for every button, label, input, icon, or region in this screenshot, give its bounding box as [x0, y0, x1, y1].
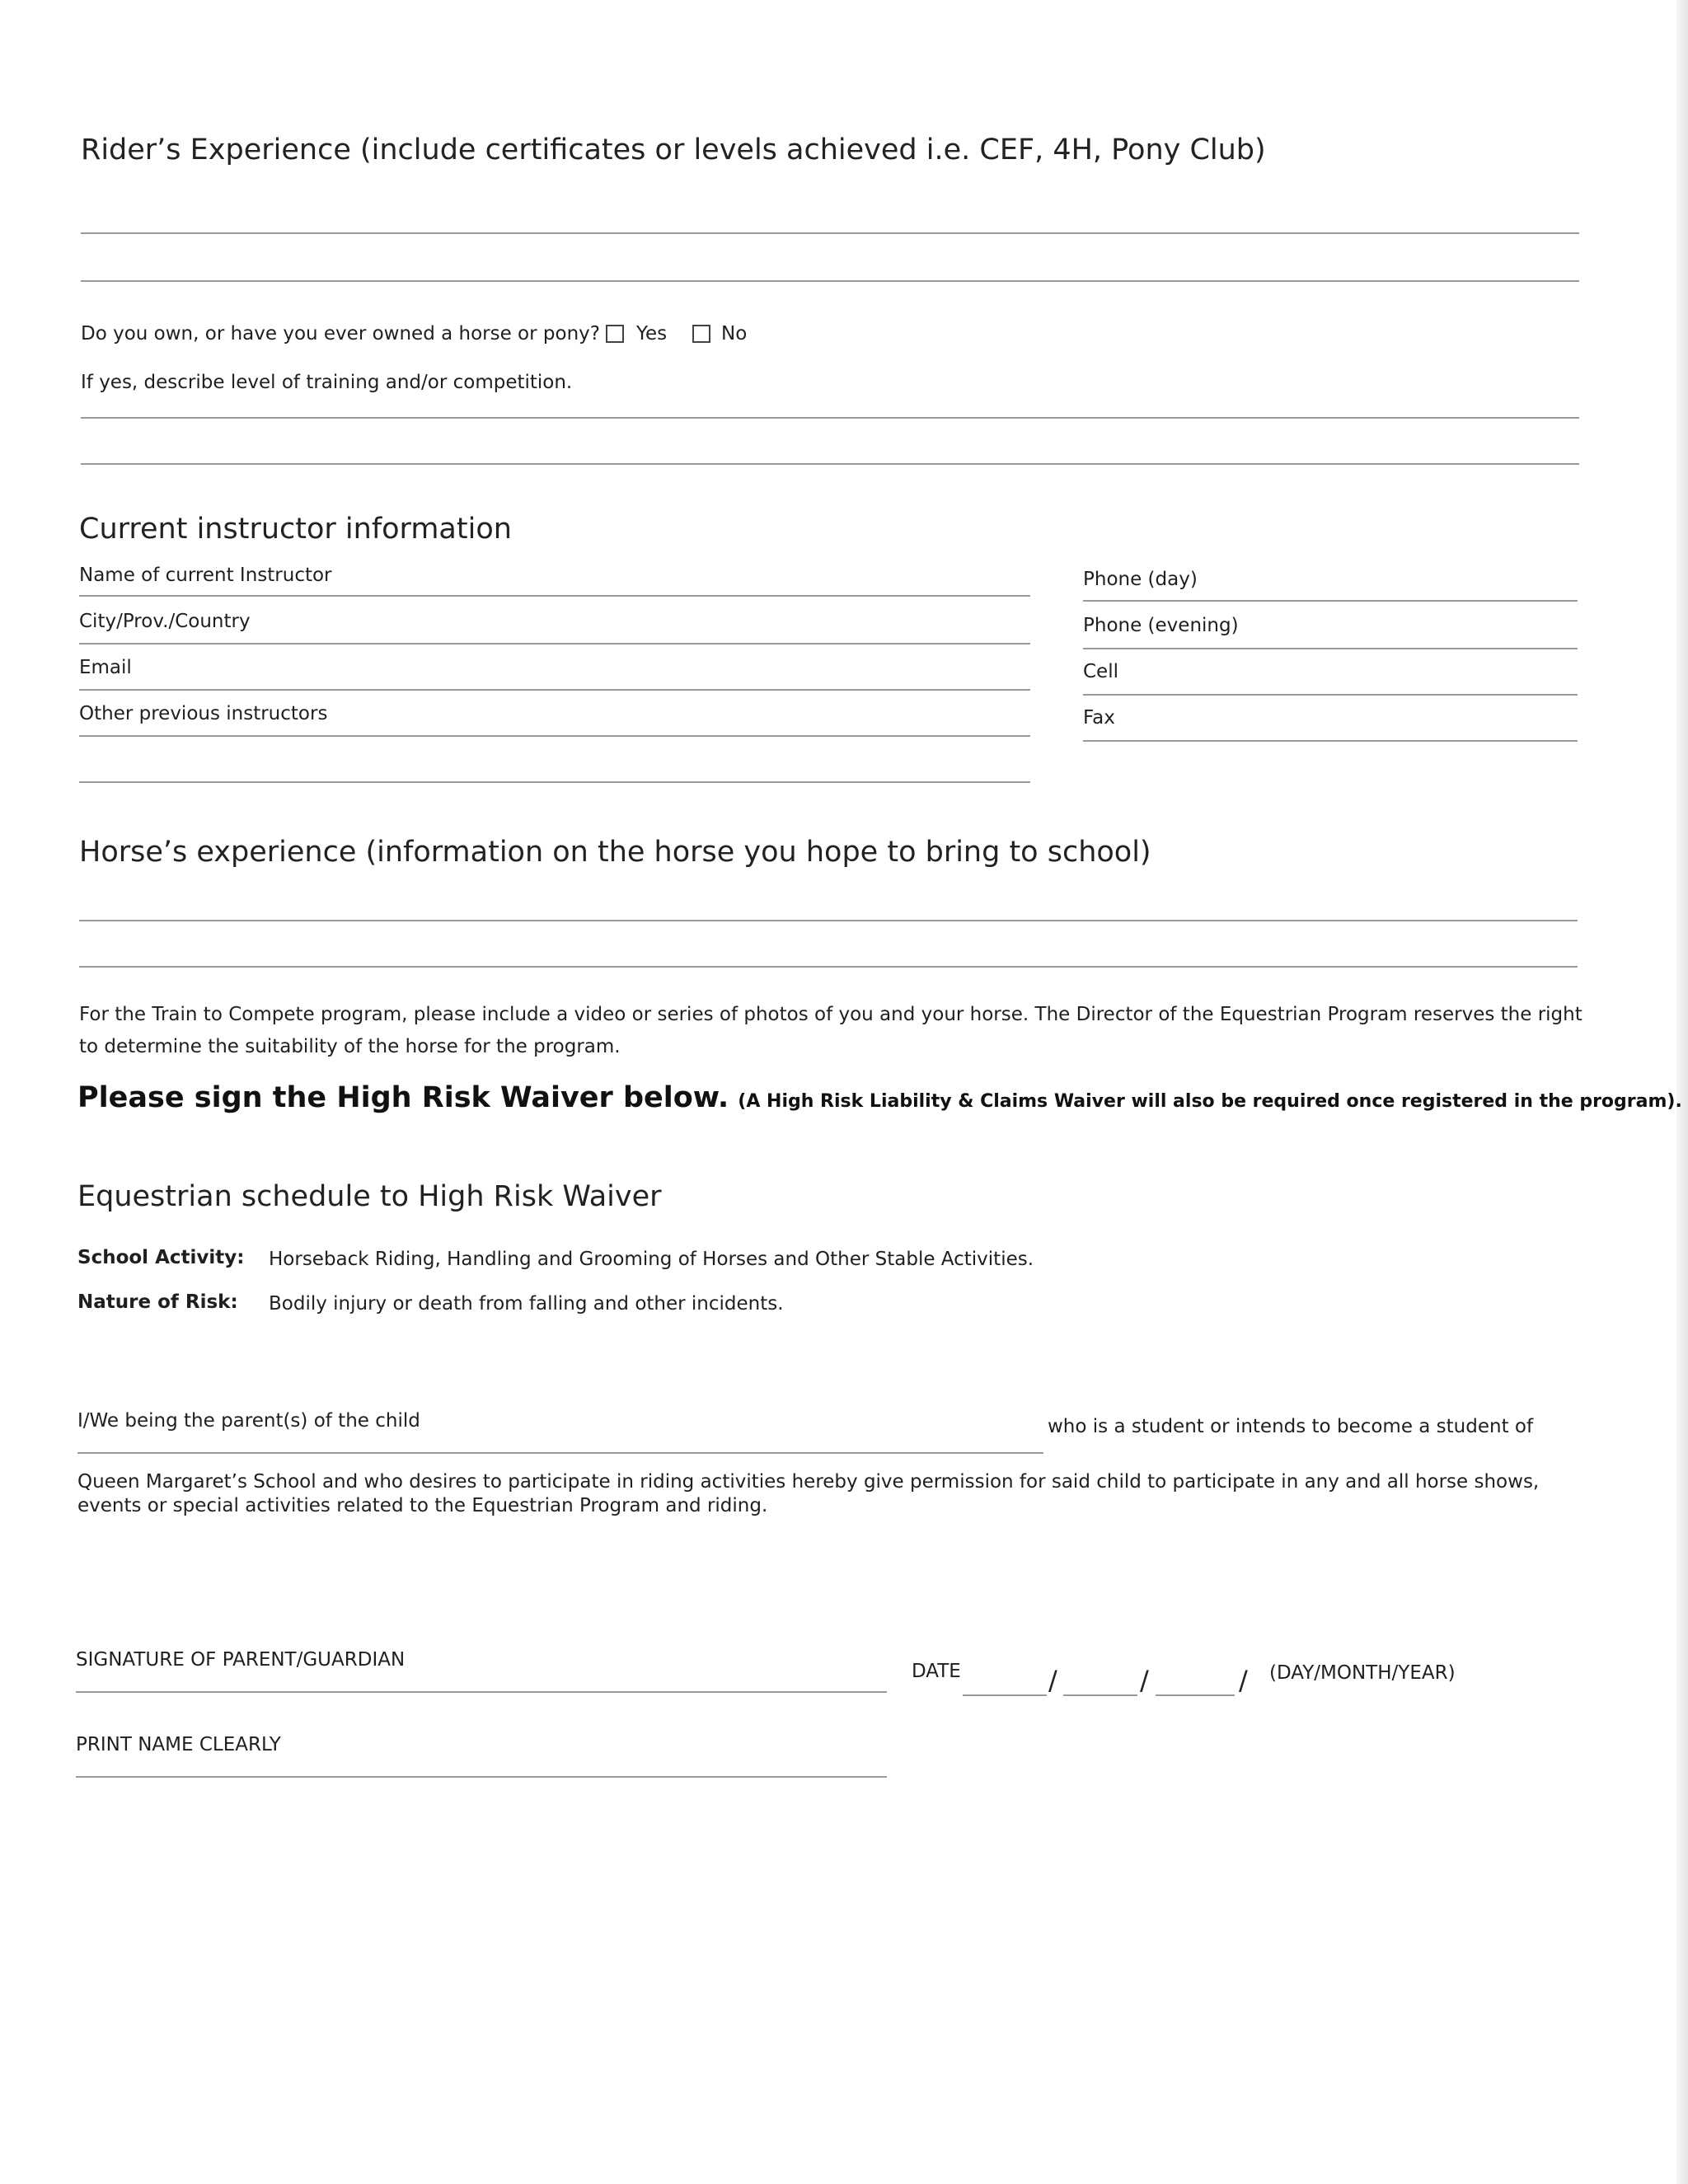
- nature-of-risk-value: Bodily injury or death from falling and other incidents.: [269, 1293, 784, 1315]
- horse-experience-line-2[interactable]: [79, 966, 1578, 968]
- phone-evening-field[interactable]: [1083, 648, 1578, 649]
- print-name-label: PRINT NAME CLEARLY: [76, 1734, 281, 1755]
- waiver-notice: [77, 1081, 1682, 1114]
- date-day-field[interactable]: [963, 1694, 1047, 1696]
- no-checkbox[interactable]: [692, 325, 710, 343]
- instructor-email-field[interactable]: [79, 689, 1030, 691]
- nature-of-risk-label: Nature of Risk:: [77, 1291, 238, 1313]
- date-separator-3: /: [1239, 1665, 1248, 1696]
- date-format-label: (DAY/MONTH/YEAR): [1269, 1662, 1456, 1684]
- waiver-note-text: (A High Risk Liability & Claims Waiver will also be required once registered in the program).: [738, 1091, 1682, 1112]
- schedule-heading: Equestrian schedule to High Risk Waiver: [77, 1180, 662, 1213]
- ownership-question: Do you own, or have you ever owned a horse or pony?: [81, 323, 600, 344]
- yes-checkbox[interactable]: [606, 325, 624, 343]
- date-month-field[interactable]: [1063, 1694, 1137, 1696]
- date-separator-1: /: [1048, 1665, 1057, 1696]
- signature-label: SIGNATURE OF PARENT/GUARDIAN: [76, 1649, 406, 1671]
- instructor-email-label: Email: [79, 657, 132, 678]
- instructor-heading: Current instructor information: [79, 513, 512, 546]
- instructor-city-label: City/Prov./Country: [79, 611, 251, 632]
- instructor-name-label: Name of current Instructor: [79, 565, 332, 586]
- ownership-line-2[interactable]: [81, 463, 1579, 465]
- parent-of-child-label: I/We being the parent(s) of the child: [77, 1410, 420, 1432]
- previous-instructors-field[interactable]: [79, 735, 1030, 737]
- child-name-field[interactable]: [77, 1452, 1043, 1454]
- previous-instructors-label: Other previous instructors: [79, 703, 328, 724]
- date-separator-2: /: [1140, 1665, 1149, 1696]
- consent-line-1: Queen Margaret’s School and who desires to participate in riding activities hereby give permission for said child to participate in any and all horse shows,: [77, 1471, 1540, 1493]
- horse-experience-heading: Horse’s experience (information on the horse you hope to bring to school): [79, 836, 1151, 869]
- yes-label: Yes: [636, 323, 668, 344]
- horse-experience-line-1[interactable]: [79, 920, 1578, 921]
- previous-instructors-line-2[interactable]: [79, 781, 1030, 783]
- school-activity-label: School Activity:: [77, 1247, 245, 1268]
- phone-day-label: Phone (day): [1083, 569, 1198, 590]
- waiver-main-text: Please sign the High Risk Waiver below.: [77, 1081, 729, 1114]
- school-activity-value: Horseback Riding, Handling and Grooming of Horses and Other Stable Activities.: [269, 1249, 1034, 1270]
- signature-field[interactable]: [76, 1691, 887, 1693]
- ownership-followup: If yes, describe level of training and/or competition.: [81, 372, 573, 393]
- instructor-name-field[interactable]: [79, 595, 1030, 597]
- fax-field[interactable]: [1083, 740, 1578, 742]
- student-of-label: who is a student or intends to become a student of: [1048, 1416, 1534, 1437]
- date-year-field[interactable]: [1156, 1694, 1235, 1696]
- rider-experience-line-1[interactable]: [81, 232, 1579, 234]
- date-label: DATE: [912, 1661, 961, 1682]
- train-to-compete-line-2: to determine the suitability of the horse for the program.: [79, 1036, 621, 1057]
- cell-field[interactable]: [1083, 694, 1578, 696]
- fax-label: Fax: [1083, 707, 1115, 729]
- cell-label: Cell: [1083, 661, 1118, 682]
- consent-line-2: events or special activities related to the Equestrian Program and riding.: [77, 1495, 768, 1516]
- phone-day-field[interactable]: [1083, 600, 1578, 602]
- rider-experience-line-2[interactable]: [81, 280, 1579, 282]
- print-name-field[interactable]: [76, 1776, 887, 1778]
- no-label: No: [721, 323, 748, 344]
- phone-evening-label: Phone (evening): [1083, 615, 1239, 636]
- train-to-compete-line-1: For the Train to Compete program, please include a video or series of photos of you and your horse. The Director of the Equestrian Program reserves the right: [79, 1004, 1582, 1025]
- rider-experience-heading: Rider’s Experience (include certificates or levels achieved i.e. CEF, 4H, Pony Club): [81, 134, 1266, 166]
- ownership-line-1[interactable]: [81, 417, 1579, 419]
- instructor-city-field[interactable]: [79, 643, 1030, 644]
